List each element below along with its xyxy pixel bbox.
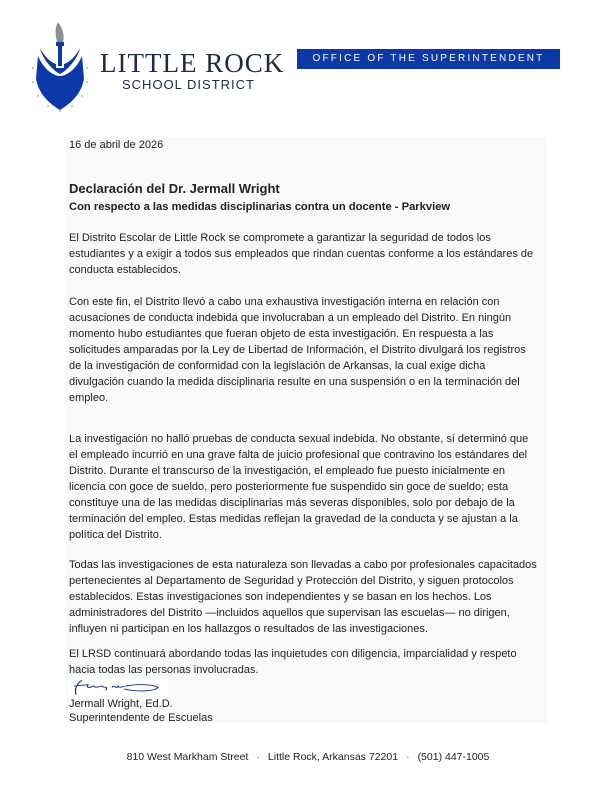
paragraph-3 [69, 431, 528, 543]
text-line: de la investigación de conformidad con la legislación de Arkansas, la cual exige dicha [69, 360, 486, 372]
footer-address: 810 West Markham Street [126, 751, 249, 763]
paragraph-5 [69, 646, 517, 678]
text-line: solicitudes amparadas por la Ley de Libertad de Información, el Distrito divulgará los registros [69, 344, 526, 356]
text-line: administradores del Distrito —incluidos aquellos que supervisan las escuelas— no dirigen, [69, 607, 510, 619]
footer-phone: (501) 447-1005 [417, 751, 490, 763]
text-line: Con este fin, el Distrito llevó a cabo una exhaustiva investigación interna en relación con [69, 296, 500, 308]
text-line: pertenecientes al Departamento de Seguridad y Protección del Distrito, y siguen protocolos [69, 575, 514, 587]
paragraph-2 [69, 294, 526, 406]
text-line: momento hubo estudiantes que fueran objeto de esta investigación. En respuesta a las [69, 328, 494, 340]
paragraph-4 [69, 557, 537, 637]
letter-subtitle: Con respecto a las medidas disciplinarias contra un docente - Parkview [69, 201, 451, 213]
letter-date: 16 de abril de 2026 [69, 139, 164, 151]
signer-name: Jermall Wright, Ed.D. [69, 698, 173, 710]
text-line: Todas las investigaciones de esta naturaleza son llevadas a cabo por profesionales capacitados [69, 559, 537, 571]
letter-title: Declaración del Dr. Jermall Wright [69, 181, 280, 196]
text-line: empleo. [69, 392, 109, 404]
text-line: conducta establecidos. [69, 264, 181, 276]
footer-city: Little Rock, Arkansas 72201 [267, 751, 399, 763]
text-line: el empleado incurrió en una grave falta de juicio profesional que contravino los estándares del [69, 449, 528, 461]
paragraph-1 [69, 230, 533, 278]
text-line: La investigación no halló pruebas de conducta sexual indebida. No obstante, sí determinó que [69, 433, 529, 445]
signer-title: Superintendente de Escuelas [69, 712, 213, 724]
text-line: estudiantes y a exigir a todos sus empleados que rindan cuentas conforme a los estándares de [69, 248, 534, 260]
text-line: política del Distrito. [69, 529, 162, 541]
text-line: establecidos. Estas investigaciones son independientes y se basan en los hechos. Los [69, 591, 492, 603]
logo-subtitle: SCHOOL DISTRICT [122, 77, 255, 92]
text-line: Distrito. Durante el transcurso de la investigación, el empleado fue puesto inicialmente en [69, 465, 505, 477]
text-line: El Distrito Escolar de Little Rock se compromete a garantizar la seguridad de todos los [69, 232, 491, 244]
district-shield-logo-icon [30, 18, 92, 112]
text-line: constituye una de las medidas disciplinarias más severas disponibles, solo por debajo de la [69, 497, 515, 509]
text-line: acusaciones de conducta indebida que involucraban a un empleado del Distrito. En ningún [69, 312, 512, 324]
text-line: licencia con goce de sueldo, pero posteriormente fue suspendido sin goce de sueldo; esta [69, 481, 509, 493]
office-banner: OFFICE OF THE SUPERINTENDENT [297, 49, 560, 69]
text-line: hacia todas las personas involucradas. [69, 664, 259, 676]
footer-contact: 810 West Markham Street · Little Rock, Arkansas 72201 · (501) 447-1005 [126, 751, 490, 763]
signature-icon [68, 679, 168, 696]
text-line: terminación del empleo. Estas medidas reflejan la gravedad de la conducta y se ajustan a la [69, 513, 518, 525]
text-line: divulgación cuando la medida disciplinaria resulte en una suspensión o en la terminación del [69, 376, 520, 388]
logo-wordmark: LITTLE ROCK [100, 48, 285, 78]
text-line: El LRSD continuará abordando todas las inquietudes con diligencia, imparcialidad y respeto [69, 648, 517, 660]
text-line: influyen ni participan en los hallazgos o resultados de las investigaciones. [69, 623, 428, 635]
